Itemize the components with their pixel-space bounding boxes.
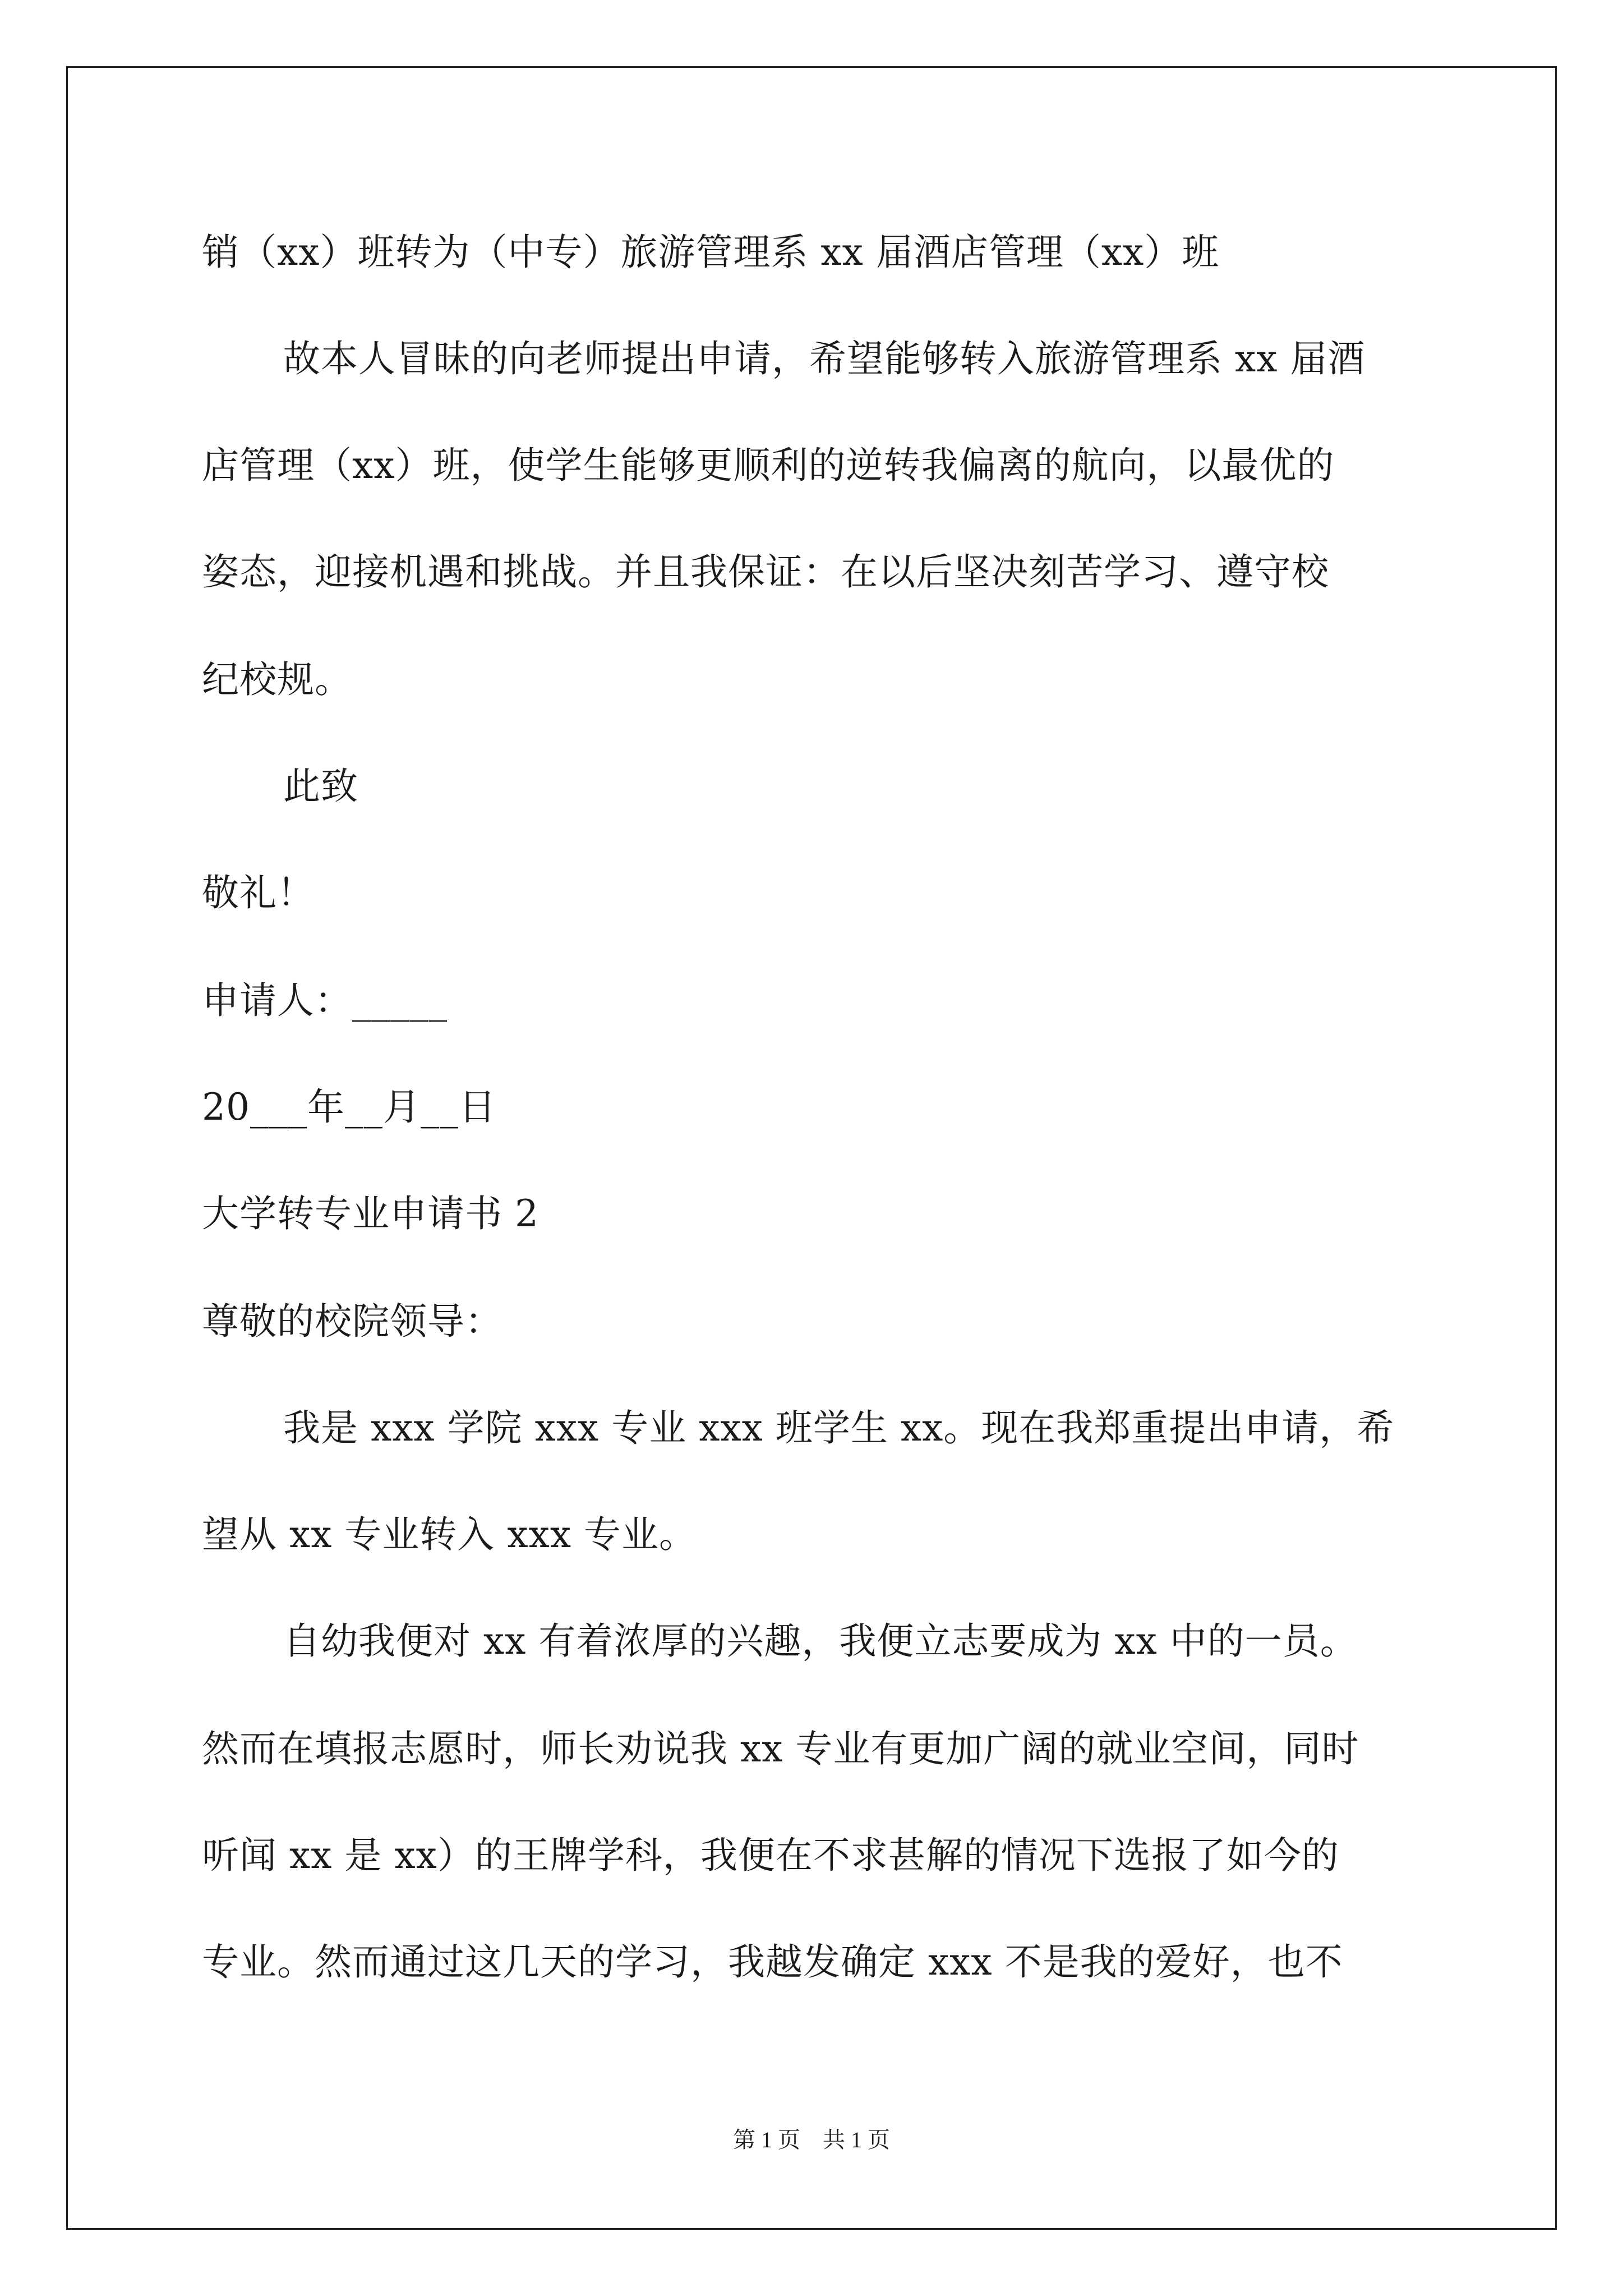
text-line: 店管理（xx）班，使学生能够更顺利的逆转我偏离的航向，以最优的 (202, 444, 1335, 487)
text-line: 故本人冒昧的向老师提出申请，希望能够转入旅游管理系 xx 届酒 (283, 337, 1366, 380)
text-line: 听闻 xx 是 xx）的王牌学科，我便在不求甚解的情况下选报了如今的 (202, 1834, 1339, 1877)
page-footer: 第 1 页 共 1 页 (733, 2127, 890, 2152)
text-line: 纪校规。 (202, 658, 352, 701)
page-border (66, 66, 1557, 2230)
salutation-line: 此致 (283, 765, 358, 808)
date-line: 20___年__月__日 (202, 1085, 496, 1129)
section-title: 大学转专业申请书 2 (202, 1192, 539, 1235)
text-line: 专业。然而通过这几天的学习，我越发确定 xxx 不是我的爱好，也不 (202, 1940, 1343, 1984)
applicant-line: 申请人：_____ (202, 979, 448, 1022)
greeting-line: 尊敬的校院领导： (202, 1300, 502, 1343)
text-line: 我是 xxx 学院 xxx 专业 xxx 班学生 xx。现在我郑重提出申请，希 (283, 1406, 1395, 1450)
text-line: 销（xx）班转为（中专）旅游管理系 xx 届酒店管理（xx）班 (202, 231, 1220, 274)
text-line: 然而在填报志愿时，师长劝说我 xx 专业有更加广阔的就业空间，同时 (202, 1727, 1359, 1770)
closing-line: 敬礼！ (202, 871, 315, 914)
text-line: 姿态，迎接机遇和挑战。并且我保证：在以后坚决刻苦学习、遵守校 (202, 550, 1329, 593)
text-line: 望从 xx 专业转入 xxx 专业。 (202, 1513, 697, 1556)
text-line: 自幼我便对 xx 有着浓厚的兴趣，我便立志要成为 xx 中的一员。 (283, 1619, 1358, 1663)
